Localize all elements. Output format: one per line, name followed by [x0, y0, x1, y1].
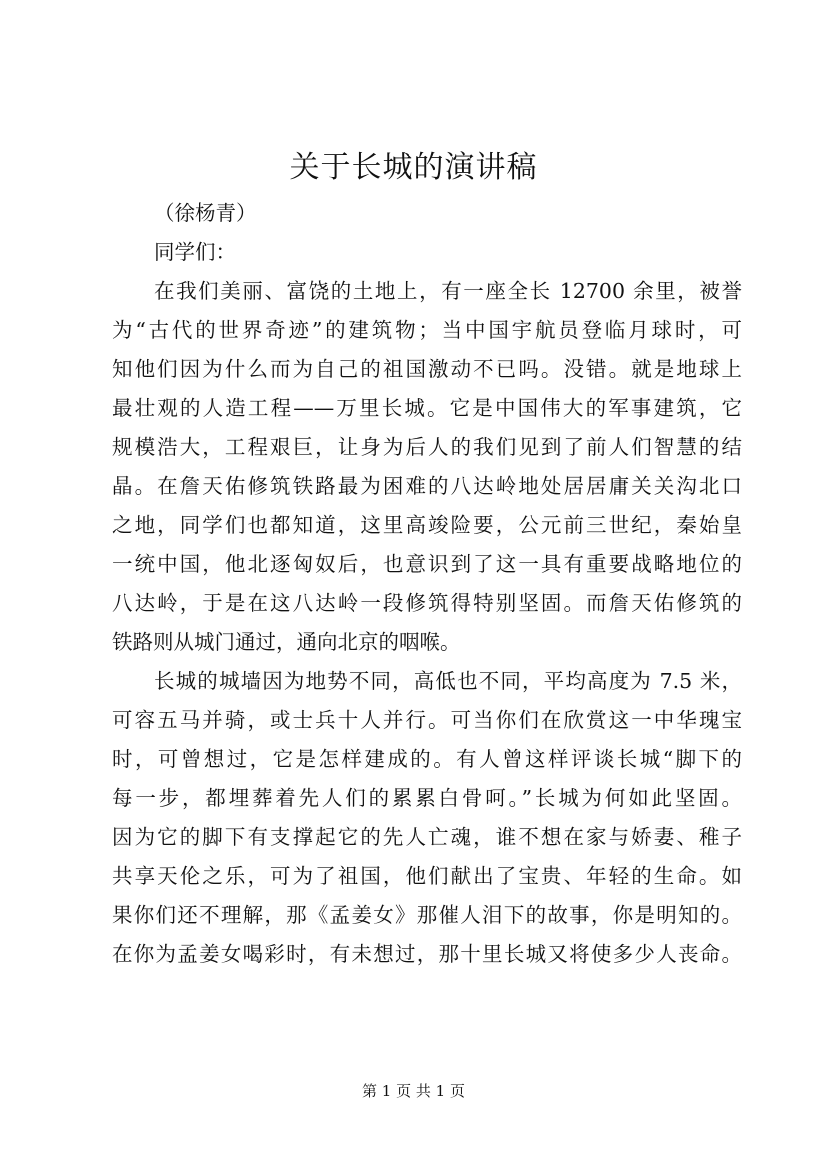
- paragraph-line: 最壮观的人造工程——万里长城。它是中国伟大的军事建筑，它: [112, 396, 742, 420]
- document-title: 关于长城的演讲稿: [289, 150, 538, 185]
- page-footer: 第 1 页 共 1 页: [362, 1082, 465, 1100]
- paragraph-line: 在你为孟姜女喝彩时，有未想过，那十里长城又将使多少人丧命。: [112, 942, 742, 966]
- paragraph-line: 晶。在詹天佑修筑铁路最为困难的八达岭地处居居庸关关沟北口: [112, 474, 742, 498]
- paragraph-line: 规模浩大，工程艰巨，让身为后人的我们见到了前人们智慧的结: [112, 435, 742, 459]
- greeting-line: 同学们：: [154, 240, 236, 264]
- paragraph-line: 知他们因为什么而为自己的祖国激动不已吗。没错。就是地球上: [112, 357, 742, 381]
- paragraph-line: 八达岭，于是在这八达岭一段修筑得特别坚固。而詹天佑修筑的: [112, 591, 742, 615]
- paragraph-line: 一统中国，他北逐匈奴后，也意识到了这一具有重要战略地位的: [112, 552, 742, 576]
- paragraph-line: 因为它的脚下有支撑起它的先人亡魂，谁不想在家与娇妻、稚子: [112, 825, 742, 849]
- paragraph-line: 共享天伦之乐，可为了祖国，他们献出了宝贵、年轻的生命。如: [112, 864, 742, 888]
- paragraph-line: 长城的城墙因为地势不同，高低也不同，平均高度为 7.5 米，: [154, 669, 742, 693]
- paragraph-line: 每一步，都埋葬着先人们的累累白骨呵。”长城为何如此坚固。: [112, 786, 742, 810]
- paragraph-line: 铁路则从城门通过，通向北京的咽喉。: [112, 630, 461, 654]
- paragraph-line: 可容五马并骑，或士兵十人并行。可当你们在欣赏这一中华瑰宝: [112, 708, 742, 732]
- document-body: [112, 194, 742, 974]
- paragraph-line: 时，可曾想过，它是怎样建成的。有人曾这样评谈长城“脚下的: [112, 747, 742, 771]
- paragraph-line: 果你们还不理解，那《孟姜女》那催人泪下的故事，你是明知的。: [112, 903, 742, 927]
- paragraph-line: 在我们美丽、富饶的土地上，有一座全长 12700 余里，被誉: [154, 279, 742, 303]
- paragraph-line: 之地，同学们也都知道，这里高竣险要，公元前三世纪，秦始皇: [112, 513, 742, 537]
- paragraph-line: 为“古代的世界奇迹”的建筑物；当中国宇航员登临月球时，可: [112, 318, 742, 342]
- author-line: （徐杨青）: [154, 201, 257, 225]
